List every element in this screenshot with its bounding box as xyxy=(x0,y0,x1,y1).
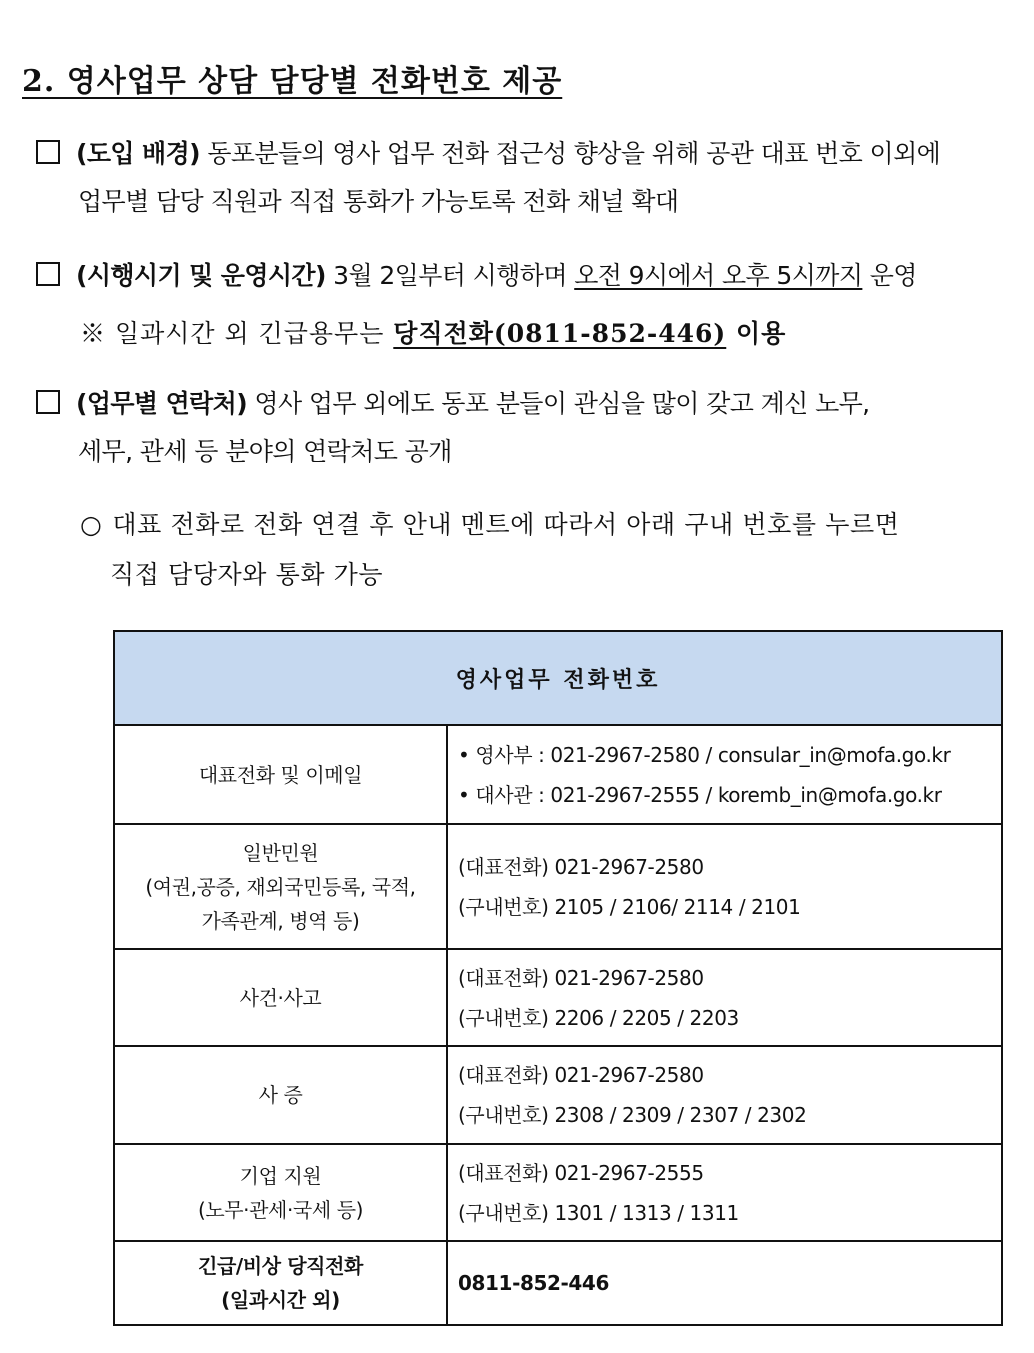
table-row xyxy=(114,1241,1002,1325)
row-value-line: (대표전화) 021-2967-2580 xyxy=(458,965,704,990)
row-value-line: (구내번호) 2308 / 2309 / 2307 / 2302 xyxy=(458,1103,807,1127)
row-value-line: (대표전화) 021-2967-2580 xyxy=(458,854,704,879)
row-value-line: • 영사부 : 021-2967-2580 / consular_in@mofa.go.kr xyxy=(458,742,951,767)
checkbox-bullet-icon xyxy=(36,140,60,164)
checkbox-bullet-icon xyxy=(36,390,60,414)
circle-bullet-icon: ○ xyxy=(80,510,103,539)
section-title: 2. 영사업무 상담 담당별 전화번호 제공 xyxy=(22,64,563,99)
row-label xyxy=(114,1144,447,1241)
instruction-paragraph xyxy=(80,500,1010,600)
row-label xyxy=(114,725,447,824)
table-row xyxy=(114,725,1002,824)
row-label-line: (일과시간 외) xyxy=(221,1288,340,1312)
row-label xyxy=(114,949,447,1046)
row-value-line: (구내번호) 2206 / 2205 / 2203 xyxy=(458,1005,739,1030)
checkbox-bullet-icon xyxy=(36,262,60,286)
row-label-line: 대표전화 및 이메일 xyxy=(198,762,363,787)
contacts-label: (업무별 연락처) xyxy=(76,389,248,418)
note-prefix: ※ 일과시간 외 긴급용무는 xyxy=(80,319,394,348)
row-value-line: (구내번호) 2105 / 2106/ 2114 / 2101 xyxy=(458,894,801,919)
schedule-text-a: 3월 2일부터 시행하며 xyxy=(325,261,575,290)
table-header: 영사업무 전화번호 xyxy=(114,631,1002,725)
duty-phone-emphasis: 당직전화(0811-852-446) xyxy=(393,319,727,348)
row-value-line: (대표전화) 021-2967-2580 xyxy=(458,1063,704,1087)
schedule-text-b: 운영 xyxy=(862,261,917,290)
instruction-line-1: 대표 전화로 전화 연결 후 안내 멘트에 따라서 아래 구내 번호를 누르면 xyxy=(112,510,900,539)
background-label: (도입 배경) xyxy=(76,139,200,168)
row-label-line: 가족관계, 병역 등) xyxy=(201,908,360,933)
row-label-line: 사 증 xyxy=(258,1083,303,1107)
after-hours-note xyxy=(80,310,786,358)
contacts-text-1: 영사 업무 외에도 동포 분들이 관심을 많이 갖고 계신 노무, xyxy=(247,389,870,418)
row-value xyxy=(447,1046,1002,1144)
row-label-line: (노무·관세·국세 등) xyxy=(197,1197,364,1222)
row-label-line: (여권,공증, 재외국민등록, 국적, xyxy=(145,874,416,899)
operating-hours: 오전 9시에서 오후 5시까지 xyxy=(574,261,863,290)
row-label-line: 일반민원 xyxy=(242,840,319,865)
table-header-row xyxy=(114,631,1002,725)
row-label-line: 긴급/비상 당직전화 xyxy=(198,1254,363,1278)
row-value xyxy=(447,725,1002,824)
note-suffix: 이용 xyxy=(726,319,787,348)
schedule-label: (시행시기 및 운영시간) xyxy=(76,261,326,290)
row-label-line: 사건·사고 xyxy=(239,985,322,1010)
row-label xyxy=(114,1241,447,1325)
row-value-line: (대표전화) 021-2967-2555 xyxy=(458,1160,704,1185)
emergency-phone-number: 0811-852-446 xyxy=(458,1271,609,1295)
row-label xyxy=(114,1046,447,1144)
row-value-line: (구내번호) 1301 / 1313 / 1311 xyxy=(458,1200,739,1225)
row-value xyxy=(447,1144,1002,1241)
row-value xyxy=(447,824,1002,949)
row-label-line: 기업 지원 xyxy=(239,1163,322,1188)
row-value xyxy=(447,949,1002,1046)
contacts-paragraph xyxy=(36,380,1008,476)
row-label xyxy=(114,824,447,949)
row-value-line: • 대사관 : 021-2967-2555 / koremb_in@mofa.go.kr xyxy=(458,782,942,807)
row-value xyxy=(447,1241,1002,1325)
instruction-line-2: 직접 담당자와 통화 가능 xyxy=(110,560,384,589)
table-row xyxy=(114,824,1002,949)
table-row xyxy=(114,1144,1002,1241)
background-text-2: 업무별 담당 직원과 직접 통화가 가능토록 전화 채널 확대 xyxy=(78,187,679,216)
background-text-1: 동포분들의 영사 업무 전화 접근성 향상을 위해 공관 대표 번호 이외에 xyxy=(199,139,941,168)
schedule-paragraph xyxy=(36,252,1008,300)
consular-phone-table xyxy=(113,630,1003,1326)
table-row xyxy=(114,1046,1002,1144)
table-row xyxy=(114,949,1002,1046)
contacts-text-2: 세무, 관세 등 분야의 연락처도 공개 xyxy=(78,437,452,466)
background-paragraph xyxy=(36,130,1008,226)
